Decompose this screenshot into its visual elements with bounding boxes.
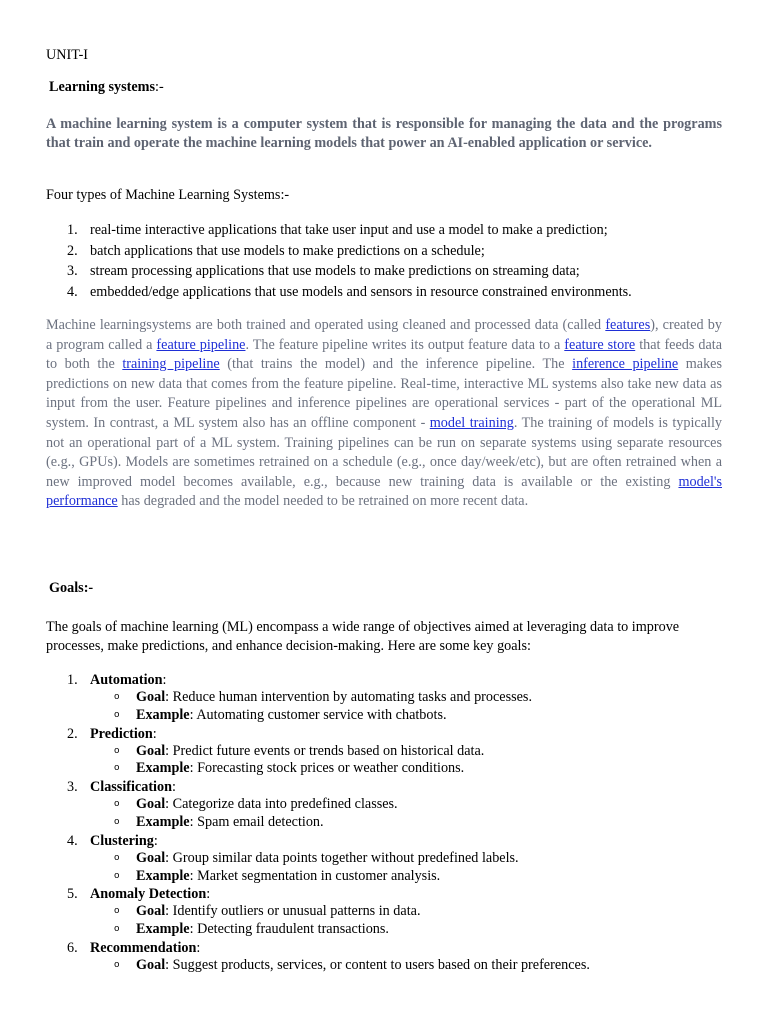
goal-item: [46, 725, 746, 779]
body-text: that feeds data to both the: [46, 336, 722, 373]
list-item-text: stream processing applications that use models to make predictions on streaming data;: [90, 263, 580, 280]
goal-label: Goal: [136, 796, 166, 813]
goals-suffix: :-: [83, 580, 94, 596]
model-training-link[interactable]: model training: [429, 414, 514, 431]
goal-name: Recommendation: [90, 939, 197, 956]
feature-pipeline-link[interactable]: feature pipeline: [156, 336, 246, 353]
bullet-icon: o: [114, 870, 120, 881]
example-detail: [46, 707, 746, 725]
body-text: . The feature pipeline writes its output feature data to a: [245, 336, 565, 353]
goal-detail: [46, 796, 746, 814]
goal-text: : Group similar data points together without predefined labels.: [165, 849, 519, 866]
bullet-icon: o: [114, 709, 120, 720]
goal-item: [46, 885, 746, 939]
goal-detail: [46, 957, 746, 975]
feature-store-link[interactable]: feature store: [564, 336, 636, 353]
goal-label: Goal: [136, 849, 166, 866]
training-pipeline-link[interactable]: training pipeline: [122, 356, 220, 373]
goal-name: Clustering: [90, 832, 154, 849]
bullet-icon: o: [114, 816, 120, 827]
body-text: ), created by a program called a: [46, 317, 722, 353]
example-label: Example: [136, 813, 190, 830]
bullet-icon: o: [114, 852, 120, 863]
goal-item-header: 3. Classification:: [67, 779, 176, 796]
example-text: : Spam email detection.: [189, 813, 324, 830]
goal-label: Goal: [136, 742, 166, 759]
body-text: makes predictions on new data that comes from the feature pipeline. Real-time, interactive ML systems also take new data as input from the user. Feature pipelines and inference pipelines are operational services - part of the operational ML system. In contrast, a ML system also has an offline component -: [46, 356, 722, 431]
learning-systems-suffix: :-: [155, 79, 164, 95]
list-item-number: 2.: [67, 242, 78, 259]
goal-name: Anomaly Detection: [90, 886, 207, 903]
example-detail: [46, 921, 746, 939]
learning-systems-heading: [49, 79, 164, 96]
goal-text: : Suggest products, services, or content to users based on their preferences.: [165, 956, 590, 973]
inference-pipeline-link[interactable]: inference pipeline: [572, 356, 679, 373]
body-text: has degraded and the model needed to be retrained on more recent data.: [117, 493, 529, 510]
example-label: Example: [136, 706, 190, 723]
list-item-text: embedded/edge applications that use models and sensors in resource constrained environments.: [90, 283, 632, 300]
bullet-icon: o: [114, 924, 120, 935]
model-performance-link[interactable]: model's performance: [46, 473, 722, 510]
bullet-icon: o: [114, 745, 120, 756]
example-label: Example: [136, 867, 190, 884]
list-item: [46, 282, 746, 303]
example-text: : Forecasting stock prices or weather conditions.: [189, 760, 465, 777]
lead-paragraph: A machine learning system is a computer system that is responsible for managing the data and the programs that train and operate the machine learning models that power an AI-enabled application or service.: [46, 116, 722, 152]
goal-item-header: 4. Clustering:: [67, 832, 158, 849]
goal-number: 1.: [67, 672, 78, 688]
goal-text: : Categorize data into predefined classes.: [165, 796, 398, 813]
learning-systems-title: Learning systems: [49, 79, 156, 95]
list-item-text: batch applications that use models to make predictions on a schedule;: [90, 242, 485, 259]
goals-list: [46, 671, 746, 975]
goal-item: [46, 671, 746, 725]
goal-number: 5.: [67, 886, 78, 903]
goal-item-header: 6. Recommendation:: [67, 939, 201, 956]
bullet-icon: o: [114, 692, 120, 702]
body-text: Machine learningsystems are both trained and operated using cleaned and processed data (called: [46, 317, 606, 333]
goal-text: : Identify outliers or unusual patterns in data.: [165, 903, 421, 920]
goal-detail: [46, 850, 746, 868]
goal-text: : Reduce human intervention by automating tasks and processes.: [165, 689, 532, 705]
example-label: Example: [136, 921, 190, 938]
goal-detail: [46, 689, 746, 707]
goals-title: Goals: [49, 580, 84, 596]
goal-number: 2.: [67, 725, 78, 742]
goal-text: : Predict future events or trends based on historical data.: [165, 742, 485, 759]
unit-title: UNIT-I: [46, 47, 89, 63]
goal-name: Prediction: [90, 725, 153, 742]
example-detail: [46, 814, 746, 832]
body-paragraph: [46, 316, 722, 512]
example-text: : Detecting fraudulent transactions.: [189, 921, 389, 938]
example-text: : Automating customer service with chatbots.: [189, 706, 447, 723]
goal-item: [46, 939, 746, 975]
goal-label: Goal: [136, 903, 166, 920]
goal-number: 6.: [67, 939, 78, 956]
goal-item: [46, 832, 746, 886]
example-detail: [46, 868, 746, 886]
bullet-icon: o: [114, 763, 120, 774]
goals-intro: The goals of machine learning (ML) encompass a wide range of objectives aimed at leveraging data to improve processes, make predictions, and enhance decision-making. Here are some key goals:: [46, 619, 680, 654]
list-item-number: 3.: [67, 263, 78, 280]
bullet-icon: o: [114, 959, 120, 970]
goal-item-header: 2. Prediction:: [67, 725, 157, 742]
bullet-icon: o: [114, 799, 120, 810]
example-text: : Market segmentation in customer analysis.: [189, 867, 441, 884]
goal-item-header: 5. Anomaly Detection:: [67, 886, 211, 903]
goal-number: 3.: [67, 779, 78, 796]
goal-detail: [46, 903, 746, 921]
list-item: [46, 261, 746, 282]
goal-label: Goal: [136, 956, 166, 973]
list-item: [46, 241, 746, 262]
goal-detail: [46, 743, 746, 761]
goal-item-header: 1. Automation:: [67, 672, 167, 688]
list-item-text: real-time interactive applications that take user input and use a model to make a prediction;: [90, 222, 608, 238]
example-label: Example: [136, 760, 190, 777]
goal-item: [46, 778, 746, 832]
example-detail: [46, 760, 746, 778]
features-link[interactable]: features: [605, 317, 651, 333]
list-item-number: 4.: [67, 283, 78, 300]
types-list: [46, 220, 746, 302]
body-text: (that trains the model) and the inference pipeline. The: [219, 356, 573, 373]
list-item: [46, 220, 746, 241]
goal-number: 4.: [67, 832, 78, 849]
body-text: . The training of models is typically not an operational part of a ML system. Training pipelines can be run on separate systems using separate resources (e.g., GPUs). Models are sometimes retrained on a schedule (e.g., once day/week/etc), but are often retrained when a new improved model becomes available, e.g., because new training data is available or the existing: [46, 414, 722, 490]
bullet-icon: o: [114, 906, 120, 917]
list-item-number: 1.: [67, 222, 78, 238]
goal-label: Goal: [136, 689, 166, 705]
types-intro: Four types of Machine Learning Systems:-: [46, 187, 290, 203]
goals-heading: [49, 580, 93, 597]
goal-name: Classification: [90, 779, 172, 796]
goal-name: Automation: [90, 672, 163, 688]
